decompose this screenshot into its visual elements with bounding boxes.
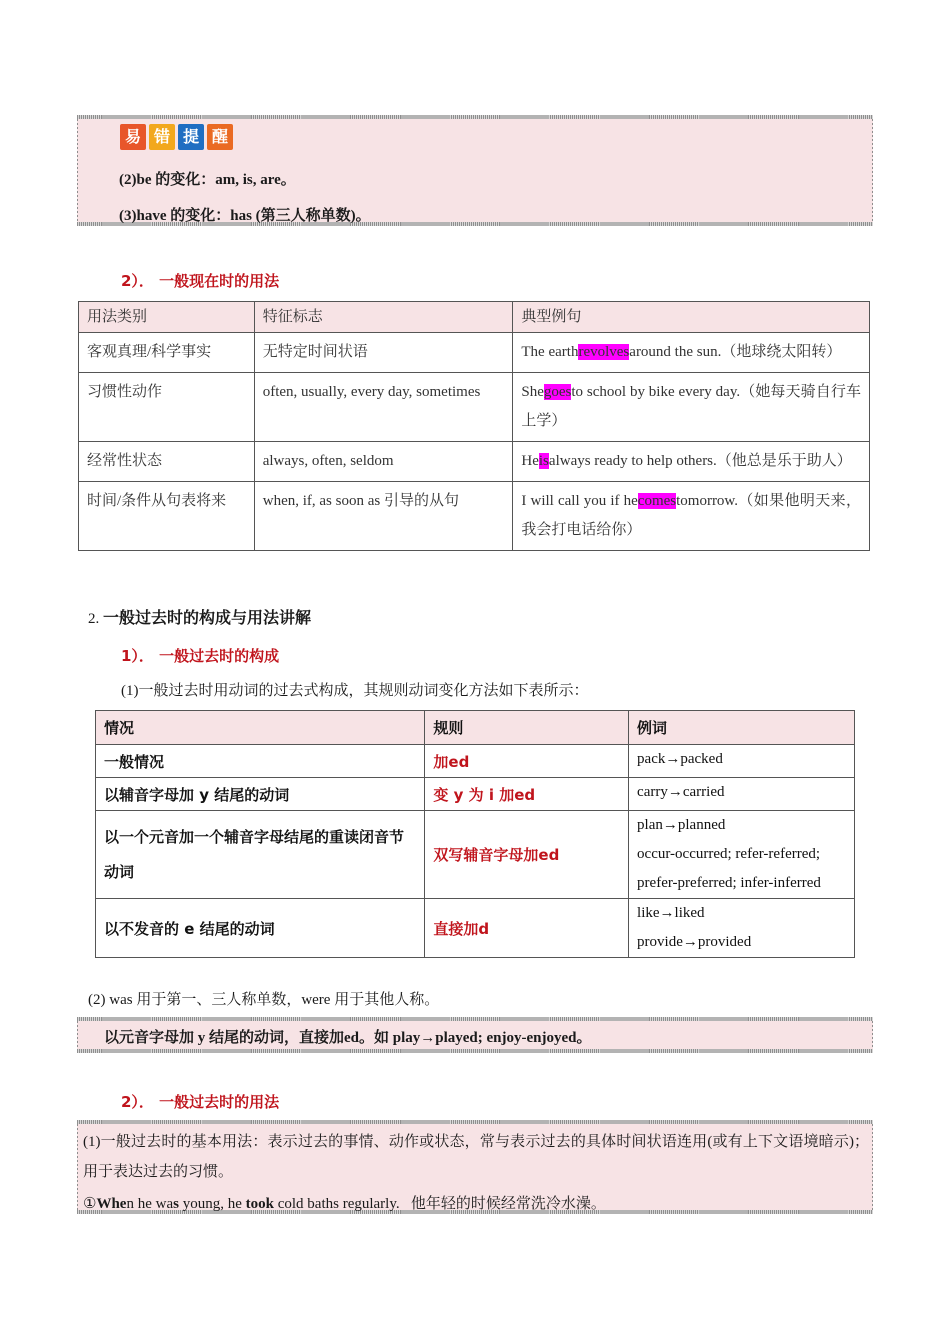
usage-signal: when, if, as soon as 引导的从句 [254, 482, 513, 551]
verb-rule: 加ed [425, 745, 629, 778]
was-were-note: (2) was 用于第一、三人称单数，were 用于其他人称。 [88, 992, 440, 1008]
reminder-line-2: (3)have 的变化：has (第三人称单数)。 [119, 208, 371, 224]
example-word: occur-occurred; refer-referred; [637, 846, 821, 862]
section-title: 一般过去时的构成与用法讲解 [103, 608, 312, 627]
usage-signal: always, often, seldom [254, 442, 513, 482]
table-row [96, 745, 855, 778]
note-box-text: 以元音字母加 y 结尾的动词，直接加ed。如 play→played; enjoy-enjoyed。 [104, 1030, 592, 1046]
section-title-past-form: 1）． 一般过去时的构成 [121, 647, 280, 665]
verb-examples [629, 811, 855, 899]
usage-box [77, 1120, 873, 1214]
usage-example: The earthrevolvesaround the sun.（地球绕太阳转） [513, 333, 870, 373]
usage-signal: often, usually, every day, sometimes [254, 373, 513, 442]
table-header-cell: 规则 [425, 711, 629, 745]
section-2-heading [88, 605, 311, 628]
highlighted-verb: is [538, 453, 549, 469]
verb-examples [629, 745, 855, 778]
usage-category: 客观真理/科学事实 [79, 333, 255, 373]
past-form-table [95, 710, 855, 958]
reminder-badge [120, 124, 236, 150]
usage-text: (1)一般过去时的基本用法：表示过去的事情、动作或状态，常与表示过去的具体时间状语连用(或有上下文语境暗示)；用于表达过去的习惯。 [83, 1134, 869, 1180]
note-box [77, 1017, 873, 1053]
usage-example-line: ①When he was young, he took cold baths regularly. 他年轻的时候经常洗冷水澡。 [83, 1196, 606, 1212]
table-row [96, 811, 855, 899]
badge-char: 提 [178, 124, 204, 150]
reminder-box [77, 115, 873, 226]
present-usage-table [78, 301, 870, 551]
table-header-cell: 用法类别 [79, 302, 255, 333]
example-word: prefer-preferred; infer-inferred [637, 875, 821, 891]
section-number: 2. [88, 611, 100, 627]
table-row [96, 778, 855, 811]
badge-char: 易 [120, 124, 146, 150]
usage-example: I will call you if hecomestomorrow.（如果他明天来，我会打电话给你） [513, 482, 870, 551]
highlighted-verb: comes [637, 493, 677, 509]
example-word: carry→carried [637, 784, 725, 800]
table-header-row [79, 302, 870, 333]
past-intro: (1)一般过去时用动词的过去式构成，其规则动词变化方法如下表所示： [121, 683, 589, 699]
section-title-present-usage: 2）． 一般现在时的用法 [121, 272, 280, 290]
verb-examples [629, 778, 855, 811]
table-header-cell: 特征标志 [254, 302, 513, 333]
table-row [79, 373, 870, 442]
table-row [79, 482, 870, 551]
usage-example: Heisalways ready to help others.（他总是乐于助人） [513, 442, 870, 482]
section-title-past-usage: 2）． 一般过去时的用法 [121, 1093, 280, 1111]
verb-rule: 变 y 为 i 加ed [425, 778, 629, 811]
highlighted-verb: revolves [578, 344, 630, 360]
verb-case: 以辅音字母加 y 结尾的动词 [96, 778, 425, 811]
verb-case: 以一个元音加一个辅音字母结尾的重读闭音节动词 [96, 811, 425, 899]
badge-char: 醒 [207, 124, 233, 150]
table-header-cell: 例词 [629, 711, 855, 745]
usage-category: 时间/条件从句表将来 [79, 482, 255, 551]
table-header-cell: 情况 [96, 711, 425, 745]
reminder-line-1: (2)be 的变化：am, is, are。 [119, 172, 296, 188]
usage-example: Shegoesto school by bike every day.（她每天骑自行车上学） [513, 373, 870, 442]
verb-case: 一般情况 [96, 745, 425, 778]
badge-char: 错 [149, 124, 175, 150]
example-word: pack→packed [637, 751, 723, 767]
verb-examples [629, 899, 855, 958]
example-word: plan→planned [637, 817, 726, 833]
table-row [79, 333, 870, 373]
usage-category: 经常性状态 [79, 442, 255, 482]
table-row [79, 442, 870, 482]
example-word: like→liked [637, 905, 705, 921]
verb-case: 以不发音的 e 结尾的动词 [96, 899, 425, 958]
table-header-row [96, 711, 855, 745]
usage-category: 习惯性动作 [79, 373, 255, 442]
verb-rule: 双写辅音字母加ed [425, 811, 629, 899]
example-word: provide→provided [637, 934, 752, 950]
table-row [96, 899, 855, 958]
table-header-cell: 典型例句 [513, 302, 870, 333]
usage-signal: 无特定时间状语 [254, 333, 513, 373]
verb-rule: 直接加d [425, 899, 629, 958]
highlighted-verb: goes [543, 384, 572, 400]
